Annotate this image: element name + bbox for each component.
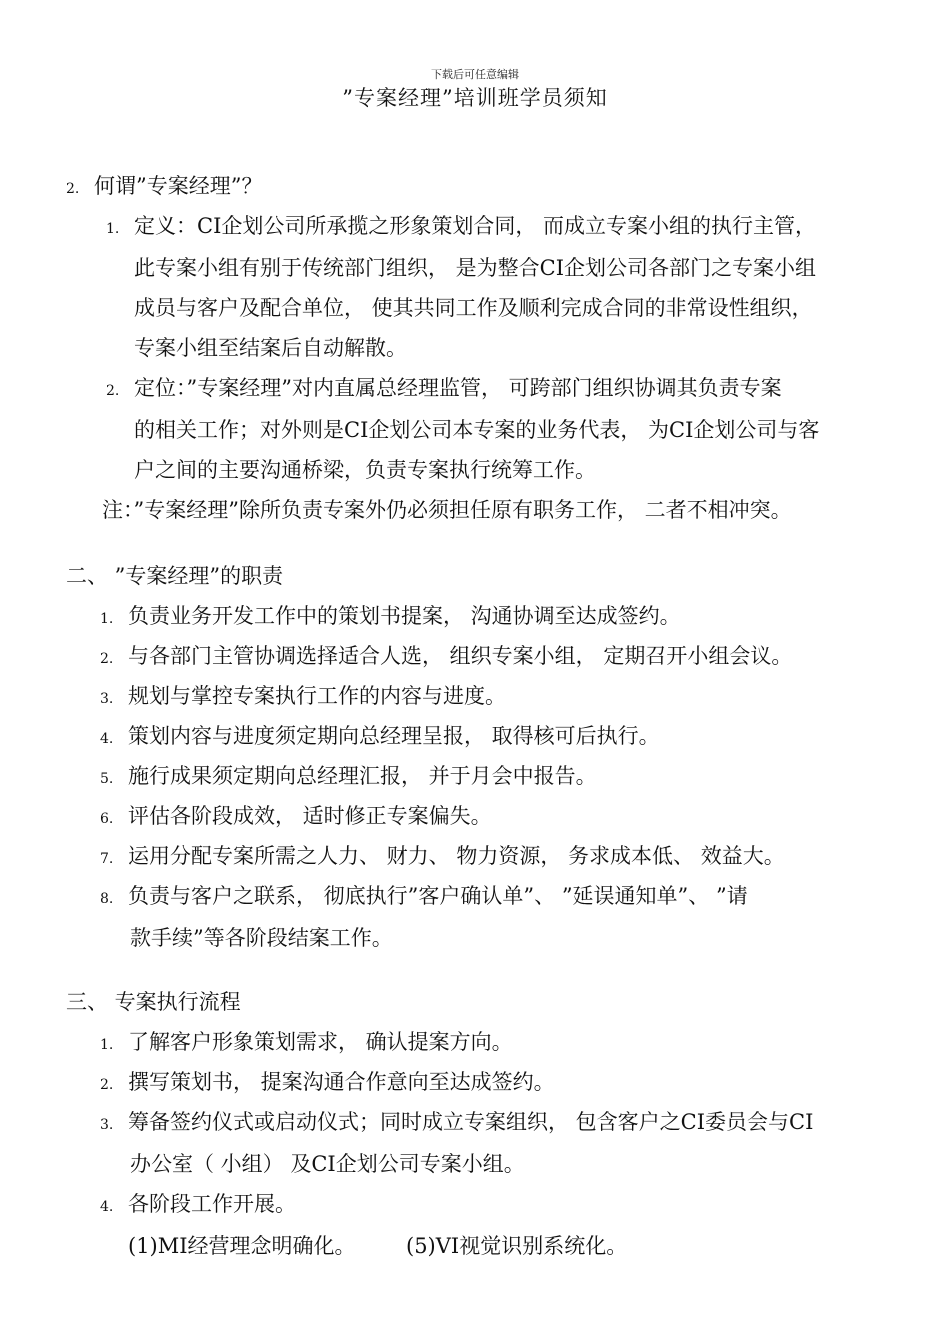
- section2-item-3: [100, 686, 506, 707]
- item-number: 2.: [100, 651, 114, 667]
- section2-item-8: [100, 886, 748, 907]
- section2-item-5: [100, 766, 597, 787]
- section2-item-2: [100, 646, 792, 667]
- section3-subitem-1: (1)MI经营理念明确化。: [128, 1234, 356, 1258]
- item-number: 6.: [100, 811, 114, 827]
- section2-item-1: [100, 606, 681, 627]
- item-number: 4.: [100, 1199, 114, 1215]
- item-text: 负责业务开发工作中的策划书提案， 沟通协调至达成签约。: [128, 604, 681, 628]
- section1-heading-text: 何谓”专案经理”？: [94, 174, 263, 198]
- item-number: 1.: [100, 1037, 114, 1053]
- item-number: 3.: [100, 1117, 114, 1133]
- item-number: 2.: [106, 383, 120, 399]
- item-text: 规划与掌控专案执行工作的内容与进度。: [128, 684, 506, 708]
- item-number: 4.: [100, 731, 114, 747]
- item-text: 运用分配专案所需之人力、 财力、 物力资源， 务求成本低、 效益大。: [128, 844, 785, 868]
- item-text: 评估各阶段成效， 适时修正专案偏失。: [128, 804, 492, 828]
- section1-item-1-line-2: 此专案小组有别于传统部门组织， 是为整合CI企划公司各部门之专案小组: [134, 256, 817, 280]
- section1-heading-number: 2.: [66, 181, 80, 197]
- item-text: 定位：”专案经理”对内直属总经理监管， 可跨部门组织协调其负责专案: [134, 376, 782, 400]
- item-number: 3.: [100, 691, 114, 707]
- section1-item-2-line-3: 户之间的主要沟通桥梁，负责专案执行统筹工作。: [134, 458, 596, 482]
- section3-item-3-line-2: 办公室（ 小组） 及CI企划公司专案小组。: [130, 1152, 525, 1176]
- item-text: 施行成果须定期向总经理汇报， 并于月会中报告。: [128, 764, 597, 788]
- section1-item-2: [106, 378, 782, 399]
- item-text: 负责与客户之联系， 彻底执行”客户确认单”、 ”延误通知单”、 ”请: [128, 884, 748, 908]
- section3-item-1: [100, 1032, 513, 1053]
- item-number: 1.: [106, 221, 120, 237]
- section3-item-3: [100, 1112, 813, 1133]
- page-title: ”专案经理”培训班学员须知: [342, 86, 608, 110]
- section1-item-1: [106, 216, 816, 237]
- section3-item-4: [100, 1194, 296, 1215]
- section1-item-1-line-4: 专案小组至结案后自动解散。: [134, 336, 407, 360]
- item-number: 2.: [100, 1077, 114, 1093]
- item-text: 各阶段工作开展。: [128, 1192, 296, 1216]
- section3-heading: 三、 专案执行流程: [66, 990, 241, 1014]
- item-number: 7.: [100, 851, 114, 867]
- section3-subitem-5: (5)VI视觉识别系统化。: [406, 1234, 628, 1258]
- item-text: 了解客户形象策划需求， 确认提案方向。: [128, 1030, 513, 1054]
- section2-heading: 二、 ”专案经理”的职责: [66, 564, 284, 588]
- section1-heading: [66, 176, 262, 197]
- item-text: 筹备签约仪式或启动仪式；同时成立专案组织， 包含客户之CI委员会与CI: [128, 1110, 814, 1134]
- section1-note: 注：”专案经理”除所负责专案外仍必须担任原有职务工作， 二者不相冲突。: [102, 498, 792, 522]
- section1-item-2-line-2: 的相关工作；对外则是CI企划公司本专案的业务代表， 为CI企划公司与客: [134, 418, 820, 442]
- item-number: 1.: [100, 611, 114, 627]
- section3-item-2: [100, 1072, 555, 1093]
- section1-item-1-line-3: 成员与客户及配合单位， 使其共同工作及顺利完成合同的非常设性组织，: [134, 296, 813, 320]
- section2-item-8-line-2: 款手续”等各阶段结案工作。: [130, 926, 393, 950]
- item-number: 5.: [100, 771, 114, 787]
- item-text: 策划内容与进度须定期向总经理呈报， 取得核可后执行。: [128, 724, 660, 748]
- item-text: 定义：CI企划公司所承揽之形象策划合同， 而成立专案小组的执行主管，: [134, 214, 817, 238]
- item-text: 与各部门主管协调选择适合人选， 组织专案小组， 定期召开小组会议。: [128, 644, 793, 668]
- watermark-text: 下载后可任意编辑: [431, 68, 519, 81]
- item-text: 撰写策划书， 提案沟通合作意向至达成签约。: [128, 1070, 555, 1094]
- item-number: 8.: [100, 891, 114, 907]
- section2-item-4: [100, 726, 660, 747]
- section2-item-7: [100, 846, 785, 867]
- section2-item-6: [100, 806, 492, 827]
